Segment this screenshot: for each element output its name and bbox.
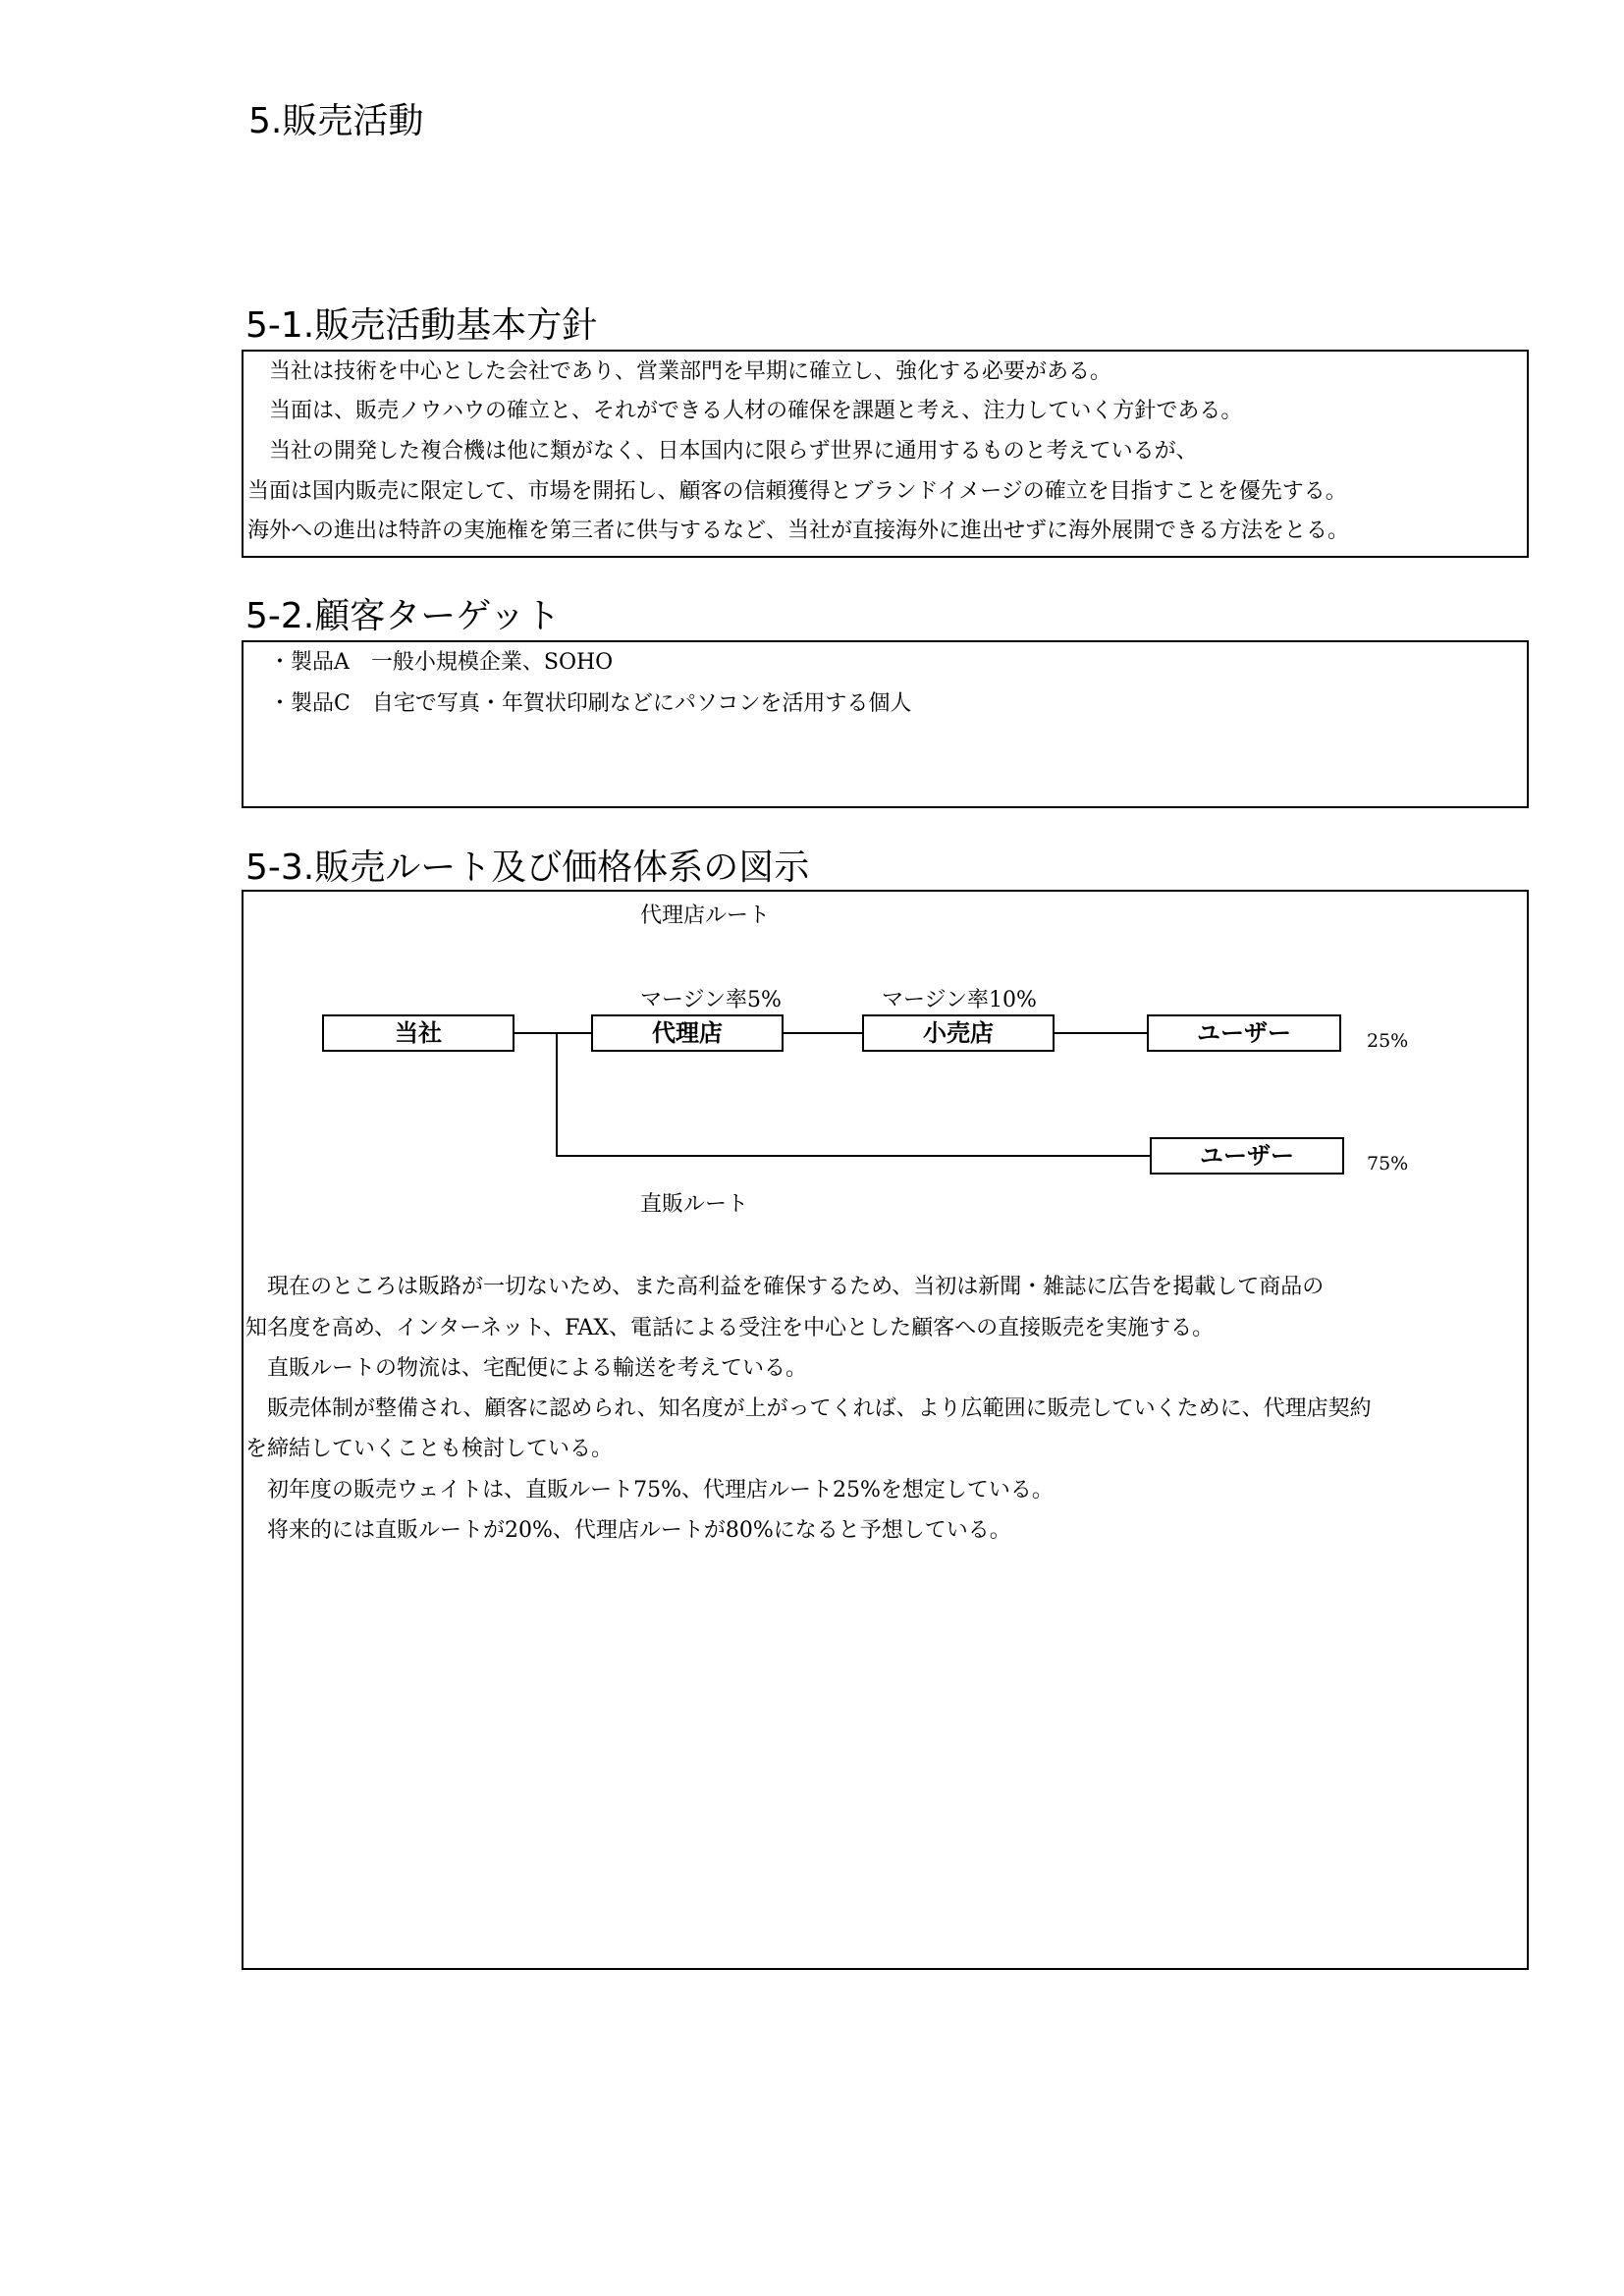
policy-line: 海外への進出は特許の実施権を第三者に供与するなど、当社が直接海外に進出せずに海外展開できる方法をとる。 bbox=[247, 519, 1350, 543]
policy-line: 当社の開発した複合機は他に類がなく、日本国内に限らず世界に通用するものと考えているが、 bbox=[247, 439, 1198, 464]
route-box bbox=[242, 890, 1529, 1970]
margin-agency-label: マージン率5% bbox=[640, 988, 782, 1012]
route-line: 初年度の販売ウェイトは、直販ルート75%、代理店ルート25%を想定している。 bbox=[245, 1478, 1054, 1503]
connector-retail-user bbox=[1055, 1032, 1147, 1034]
pct-top: 25% bbox=[1367, 1030, 1409, 1052]
direct-route-label: 直販ルート bbox=[640, 1192, 749, 1217]
connector-direct-horizontal bbox=[556, 1155, 1150, 1157]
target-box bbox=[242, 640, 1529, 808]
target-line: ・製品A 一般小規模企業、SOHO bbox=[247, 650, 614, 675]
route-line: 直販ルートの物流は、宅配便による輸送を考えている。 bbox=[245, 1356, 808, 1381]
section-heading-target: 5-2.顧客ターゲット bbox=[245, 596, 561, 636]
node-user-bottom: ユーザー bbox=[1150, 1137, 1344, 1175]
node-agency: 代理店 bbox=[591, 1014, 784, 1052]
policy-line: 当面は国内販売に限定して、市場を開拓し、顧客の信頼獲得とブランドイメージの確立を目指すことを優先する。 bbox=[247, 479, 1347, 504]
node-user-top: ユーザー bbox=[1147, 1014, 1341, 1052]
margin-retail-label: マージン率10% bbox=[882, 988, 1037, 1012]
node-retail: 小売店 bbox=[862, 1014, 1055, 1052]
connector-company-agency bbox=[514, 1032, 591, 1034]
node-company: 当社 bbox=[322, 1014, 514, 1052]
agency-route-label: 代理店ルート bbox=[640, 903, 771, 928]
pct-bottom: 75% bbox=[1367, 1153, 1409, 1175]
route-line: 将来的には直販ルートが20%、代理店ルートが80%になると予想している。 bbox=[245, 1518, 1011, 1543]
route-line: 現在のところは販路が一切ないため、また高利益を確保するため、当初は新聞・雑誌に広告を掲載して商品の bbox=[245, 1275, 1325, 1299]
policy-box bbox=[242, 350, 1529, 558]
route-line: を締結していくことも検討している。 bbox=[245, 1437, 614, 1461]
page-title: 5.販売活動 bbox=[248, 101, 424, 141]
target-line: ・製品C 自宅で写真・年賀状印刷などにパソコンを活用する個人 bbox=[247, 691, 912, 716]
route-line: 販売体制が整備され、顧客に認められ、知名度が上がってくれば、より広範囲に販売していくために、代理店契約 bbox=[245, 1396, 1372, 1421]
policy-line: 当面は、販売ノウハウの確立と、それができる人材の確保を課題と考え、注力していく方針である。 bbox=[247, 399, 1243, 423]
connector-direct-vertical bbox=[556, 1032, 558, 1157]
policy-line: 当社は技術を中心とした会社であり、営業部門を早期に確立し、強化する必要がある。 bbox=[247, 359, 1112, 384]
connector-agency-retail bbox=[784, 1032, 862, 1034]
route-line: 知名度を高め、インターネット、FAX、電話による受注を中心とした顧客への直接販売を実施する。 bbox=[245, 1316, 1215, 1340]
section-heading-policy: 5-1.販売活動基本方針 bbox=[245, 305, 598, 346]
section-heading-route: 5-3.販売ルート及び価格体系の図示 bbox=[245, 847, 810, 888]
